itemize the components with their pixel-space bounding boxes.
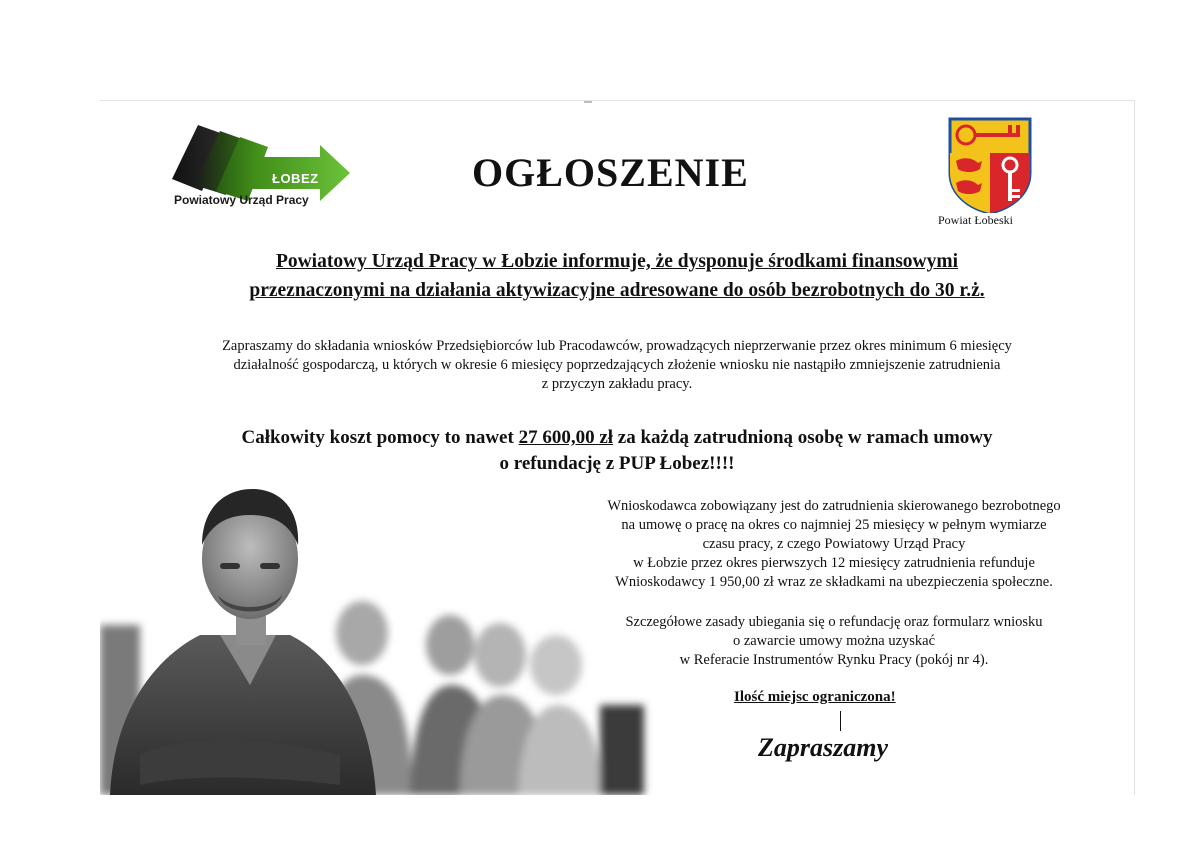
rules-paragraph	[534, 613, 1134, 670]
cost-statement	[100, 425, 1134, 477]
cost-amount: 27 600,00 zł	[518, 427, 614, 448]
page-marker	[584, 101, 592, 103]
headline	[100, 247, 1134, 305]
headline-line: przeznaczonymi na działania aktywizacyjne adresowane do osób bezrobotnych do 30 r.ż.	[249, 280, 985, 301]
cost-line	[100, 425, 1134, 451]
pup-logo	[168, 121, 358, 217]
details-paragraph	[534, 497, 1134, 592]
limited-places-notice: Ilość miejsc ograniczona!	[734, 689, 896, 705]
intro-paragraph	[100, 337, 1134, 394]
coat-of-arms-icon	[946, 117, 1034, 213]
page-title: OGŁOSZENIE	[472, 150, 749, 195]
intro-line: działalność gospodarczą, u których w okresie 6 miesięcy poprzedzających złożenie wniosku nie nastąpiło zmniejszenie zatrudnienia	[233, 357, 1001, 373]
details-line: na umowę o pracę na okres co najmniej 25 miesięcy w pełnym wymiarze	[621, 517, 1047, 533]
text-cursor	[840, 711, 841, 731]
cost-line-2: o refundację z PUP Łobez!!!!	[499, 453, 735, 474]
rules-line: o zawarcie umowy można uzyskać	[732, 633, 936, 649]
rules-line: w Referacie Instrumentów Rynku Pracy (pokój nr 4).	[679, 652, 989, 668]
pup-logo-caption: Powiatowy Urząd Pracy	[174, 193, 309, 207]
pup-logo-arrow-text: ŁOBEZ	[272, 171, 319, 186]
intro-line: Zapraszamy do składania wniosków Przedsiębiorców lub Pracodawców, prowadzących nieprzerwanie przez okres minimum 6 miesięcy	[222, 338, 1012, 354]
intro-line: z przyczyn zakładu pracy.	[541, 376, 693, 392]
details-line: Wnioskodawca zobowiązany jest do zatrudnienia skierowanego bezrobotnego	[607, 498, 1061, 514]
coat-of-arms-caption: Powiat Łobeski	[938, 213, 1013, 227]
details-line: w Łobzie przez okres pierwszych 12 miesięcy zatrudnienia refunduje	[633, 555, 1035, 571]
details-line: czasu pracy, z czego Powiatowy Urząd Pracy	[702, 536, 966, 552]
cost-text-before: Całkowity koszt pomocy to nawet	[241, 427, 519, 448]
announcement-sheet	[100, 100, 1135, 795]
invitation-text: Zapraszamy	[758, 733, 888, 762]
details-line: Wnioskodawcy 1 950,00 zł wraz ze składkami na ubezpieczenia społeczne.	[615, 574, 1053, 590]
headline-line: Powiatowy Urząd Pracy w Łobzie informuje, że dysponuje środkami finansowymi	[275, 251, 959, 272]
cost-text-after: za każdą zatrudnioną osobę w ramach umowy	[613, 427, 993, 448]
rules-line: Szczegółowe zasady ubiegania się o refundację oraz formularz wniosku	[625, 614, 1043, 630]
